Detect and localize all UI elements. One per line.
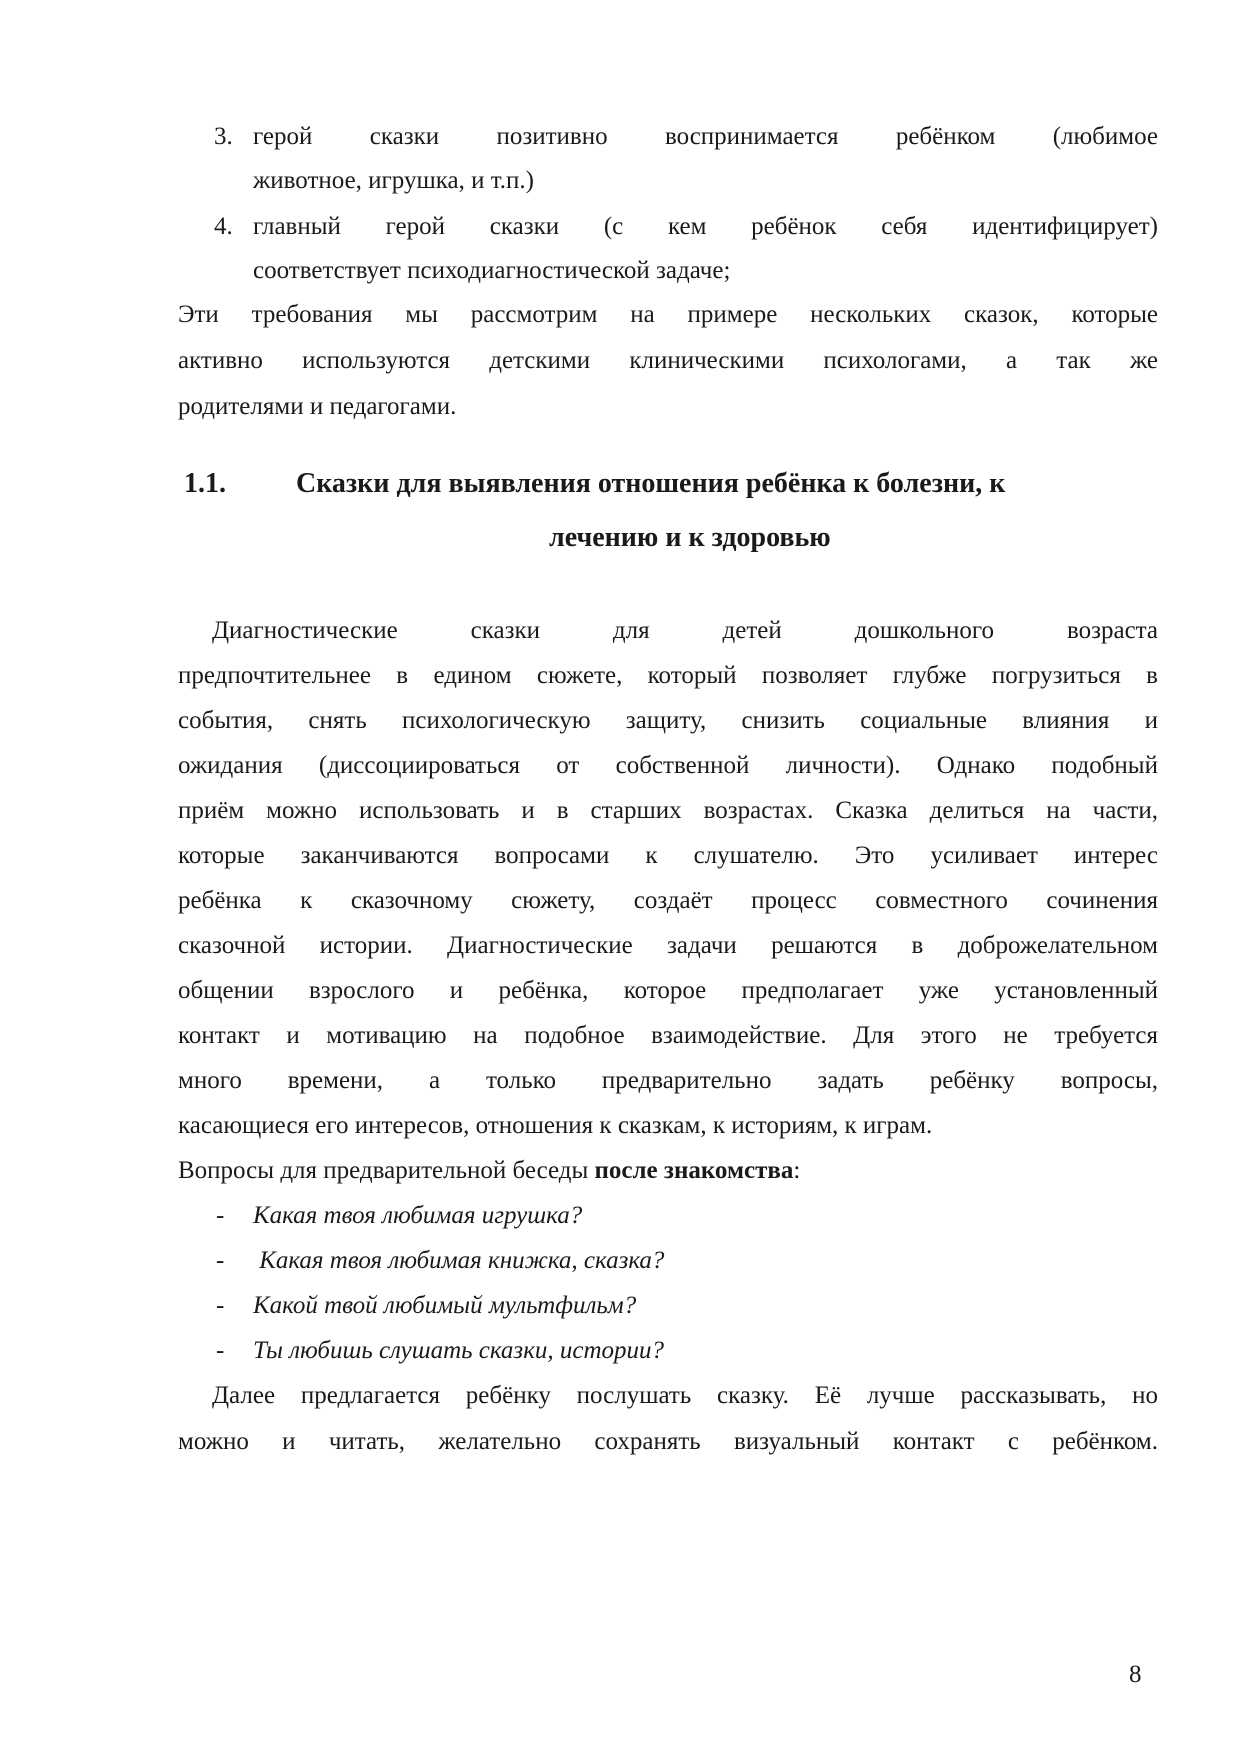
page-number: 8: [1129, 1661, 1142, 1688]
list-item-text: герой сказки позитивно воспринимается ребёнком (любимое: [253, 123, 1158, 150]
paragraph-line: родителями и педагогами.: [178, 393, 457, 420]
paragraph-line: которые заканчиваются вопросами к слушателю. Это усиливает интерес: [178, 842, 1158, 869]
question-text: Какая твоя любимая книжка, сказка?: [253, 1247, 665, 1274]
paragraph-line: Диагностические сказки для детей дошкольного возраста: [212, 617, 1158, 644]
dash-bullet: -: [216, 1292, 225, 1319]
questions-intro-text: Вопросы для предварительной беседы: [178, 1157, 595, 1184]
questions-intro-bold: после знакомства: [594, 1157, 794, 1184]
paragraph-line: контакт и мотивацию на подобное взаимодействие. Для этого не требуется: [178, 1022, 1158, 1049]
questions-intro-suffix: :: [793, 1157, 801, 1184]
dash-bullet: -: [216, 1202, 225, 1229]
paragraph-line: много времени, а только предварительно задать ребёнку вопросы,: [178, 1067, 1158, 1094]
section-title-continuation: лечению и к здоровью: [549, 522, 831, 553]
dash-bullet: -: [216, 1247, 225, 1274]
list-item-number: 4.: [214, 213, 233, 240]
question-text: Ты любишь слушать сказки, истории?: [253, 1337, 665, 1364]
paragraph-line: приём можно использовать и в старших возрастах. Сказка делиться на части,: [178, 797, 1158, 824]
paragraph-line: общении взрослого и ребёнка, которое предполагает уже установленный: [178, 977, 1158, 1004]
list-item-text: соответствует психодиагностической задаче;: [253, 257, 731, 284]
paragraph-line: сказочной истории. Диагностические задачи решаются в доброжелательном: [178, 932, 1158, 959]
paragraph-line: Далее предлагается ребёнку послушать сказку. Её лучше рассказывать, но: [212, 1382, 1158, 1409]
paragraph-line: касающиеся его интересов, отношения к сказкам, к историям, к играм.: [178, 1112, 933, 1139]
section-title: Сказки для выявления отношения ребёнка к болезни, к: [296, 468, 1006, 499]
paragraph-line: события, снять психологическую защиту, снизить социальные влияния и: [178, 707, 1158, 734]
paragraph-line: ребёнка к сказочному сюжету, создаёт процесс совместного сочинения: [178, 887, 1158, 914]
question-text: Какая твоя любимая игрушка?: [253, 1202, 583, 1229]
paragraph-line: Эти требования мы рассмотрим на примере нескольких сказок, которые: [178, 301, 1158, 328]
section-number: 1.1.: [184, 468, 226, 499]
question-text: Какой твой любимый мультфильм?: [253, 1292, 637, 1319]
list-item-number: 3.: [214, 123, 233, 150]
document-page: [178, 0, 1158, 1754]
list-item-text: животное, игрушка, и т.п.): [253, 167, 534, 194]
paragraph-line: можно и читать, желательно сохранять визуальный контакт с ребёнком.: [178, 1428, 1158, 1455]
questions-intro: [178, 1156, 1158, 1186]
paragraph-line: ожидания (диссоциироваться от собственной личности). Однако подобный: [178, 752, 1158, 779]
paragraph-line: предпочтительнее в едином сюжете, который позволяет глубже погрузиться в: [178, 662, 1158, 689]
paragraph-line: активно используются детскими клиническими психологами, а так же: [178, 347, 1158, 374]
dash-bullet: -: [216, 1337, 225, 1364]
list-item-text: главный герой сказки (с кем ребёнок себя идентифицирует): [253, 213, 1158, 240]
